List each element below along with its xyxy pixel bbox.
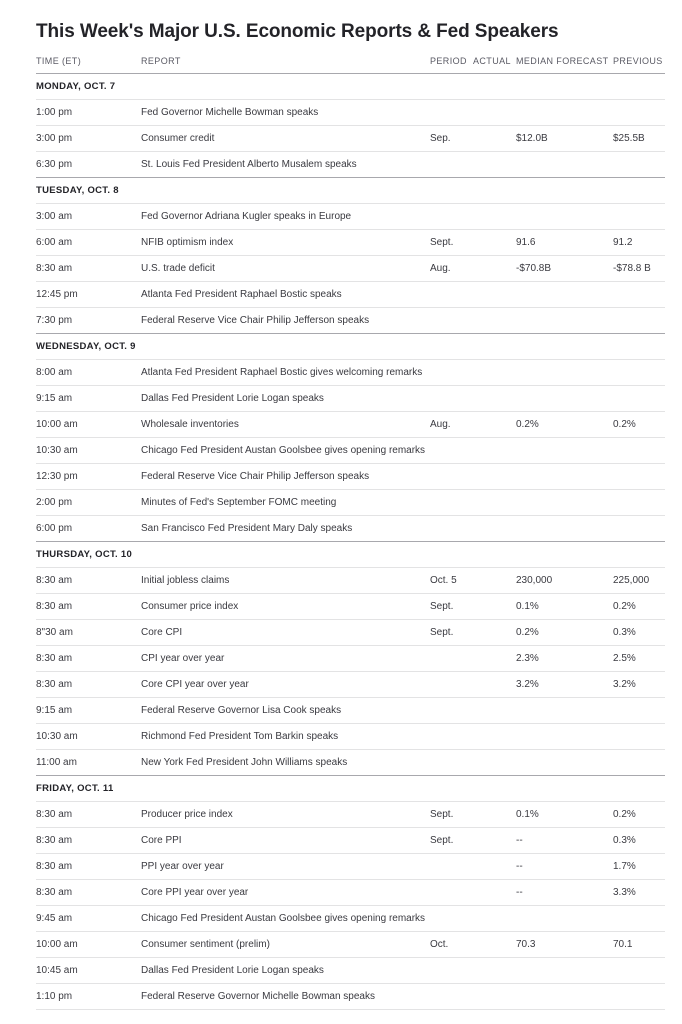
period-cell: Aug.	[430, 263, 451, 274]
report-cell: NFIB optimism index	[141, 237, 234, 248]
report-cell: Fed Governor Michelle Bowman speaks	[141, 107, 319, 118]
median-forecast-cell: 70.3	[516, 939, 536, 950]
time-cell: 9:15 am	[36, 705, 73, 716]
report-cell: San Francisco Fed President Mary Daly speaks	[141, 523, 353, 534]
table-row	[36, 931, 665, 957]
table-row	[36, 203, 665, 229]
table-row	[36, 905, 665, 931]
section-day-header: MONDAY, OCT. 7	[36, 73, 665, 99]
table-row	[36, 697, 665, 723]
time-cell: 10:00 am	[36, 939, 78, 950]
report-cell: New York Fed President John Williams speaks	[141, 757, 348, 768]
table-row	[36, 723, 665, 749]
previous-cell: 3.3%	[613, 887, 636, 898]
time-cell: 6:30 pm	[36, 159, 73, 170]
report-cell: Fed Governor Adriana Kugler speaks in Europe	[141, 211, 352, 222]
report-cell: Chicago Fed President Austan Goolsbee gives opening remarks	[141, 445, 426, 456]
time-cell: 8:30 am	[36, 887, 73, 898]
time-cell: 8:30 am	[36, 835, 73, 846]
table-row	[36, 385, 665, 411]
period-cell: Sept.	[430, 835, 454, 846]
previous-cell: 2.5%	[613, 653, 636, 664]
report-cell: Consumer credit	[141, 133, 215, 144]
section-day-header: THURSDAY, OCT. 10	[36, 541, 665, 567]
table-row	[36, 489, 665, 515]
period-cell: Oct.	[430, 939, 449, 950]
previous-cell: 225,000	[613, 575, 650, 586]
time-cell: 10:30 am	[36, 445, 78, 456]
report-cell: CPI year over year	[141, 653, 225, 664]
table-row	[36, 151, 665, 177]
previous-cell: 91.2	[613, 237, 633, 248]
reports-table	[36, 44, 665, 1010]
report-cell: Chicago Fed President Austan Goolsbee gives opening remarks	[141, 913, 426, 924]
previous-cell: 0.3%	[613, 627, 636, 638]
time-cell: 8:30 am	[36, 575, 73, 586]
table-row	[36, 255, 665, 281]
median-forecast-cell: 230,000	[516, 575, 553, 586]
time-cell: 8:30 am	[36, 653, 73, 664]
report-cell: Atlanta Fed President Raphael Bostic speaks	[141, 289, 342, 300]
table-row	[36, 99, 665, 125]
time-cell: 10:00 am	[36, 419, 78, 430]
table-row	[36, 125, 665, 151]
table-row	[36, 645, 665, 671]
median-forecast-cell: 0.1%	[516, 601, 539, 612]
report-cell: Federal Reserve Vice Chair Philip Jefferson speaks	[141, 471, 370, 482]
previous-cell: 0.3%	[613, 835, 636, 846]
time-cell: 6:00 pm	[36, 523, 73, 534]
section-day-header: TUESDAY, OCT. 8	[36, 177, 665, 203]
report-cell: Federal Reserve Governor Michelle Bowman speaks	[141, 991, 375, 1002]
table-row	[36, 983, 665, 1009]
table-row	[36, 307, 665, 333]
column-header-report: REPORT	[141, 56, 181, 66]
section-day-header: FRIDAY, OCT. 11	[36, 775, 665, 801]
time-cell: 7:30 pm	[36, 315, 73, 326]
median-forecast-cell: --	[516, 887, 523, 898]
previous-cell: $25.5B	[613, 133, 645, 144]
page-title: This Week's Major U.S. Economic Reports & Fed Speakers	[36, 21, 559, 42]
median-forecast-cell: $12.0B	[516, 133, 548, 144]
median-forecast-cell: 0.2%	[516, 627, 539, 638]
report-cell: Core PPI	[141, 835, 182, 846]
table-row	[36, 567, 665, 593]
report-cell: Consumer price index	[141, 601, 239, 612]
report-cell: Atlanta Fed President Raphael Bostic gives welcoming remarks	[141, 367, 423, 378]
period-cell: Sep.	[430, 133, 451, 144]
time-cell: 2:00 pm	[36, 497, 73, 508]
table-row	[36, 671, 665, 697]
median-forecast-cell: 0.1%	[516, 809, 539, 820]
time-cell: 1:00 pm	[36, 107, 73, 118]
table-row	[36, 957, 665, 983]
previous-cell: -$78.8 B	[613, 263, 651, 274]
column-header-actual: ACTUAL	[473, 56, 511, 66]
previous-cell: 0.2%	[613, 601, 636, 612]
report-cell: Consumer sentiment (prelim)	[141, 939, 270, 950]
table-row	[36, 879, 665, 905]
time-cell: 8"30 am	[36, 627, 73, 638]
report-cell: Initial jobless claims	[141, 575, 230, 586]
report-cell: Dallas Fed President Lorie Logan speaks	[141, 393, 324, 404]
time-cell: 3:00 pm	[36, 133, 73, 144]
calendar-container	[36, 0, 665, 1010]
time-cell: 10:45 am	[36, 965, 78, 976]
table-row	[36, 801, 665, 827]
time-cell: 10:30 am	[36, 731, 78, 742]
table-row	[36, 853, 665, 879]
time-cell: 8:30 am	[36, 601, 73, 612]
median-forecast-cell: 0.2%	[516, 419, 539, 430]
period-cell: Sept.	[430, 809, 454, 820]
report-cell: Producer price index	[141, 809, 233, 820]
previous-cell: 0.2%	[613, 419, 636, 430]
report-cell: Minutes of Fed's September FOMC meeting	[141, 497, 337, 508]
table-row	[36, 437, 665, 463]
report-cell: Richmond Fed President Tom Barkin speaks	[141, 731, 339, 742]
report-cell: Federal Reserve Vice Chair Philip Jefferson speaks	[141, 315, 370, 326]
median-forecast-cell: -$70.8B	[516, 263, 552, 274]
period-cell: Oct. 5	[430, 575, 457, 586]
median-forecast-cell: --	[516, 861, 523, 872]
time-cell: 12:45 pm	[36, 289, 78, 300]
median-forecast-cell: 91.6	[516, 237, 536, 248]
column-header-time: TIME (ET)	[36, 56, 82, 66]
report-cell: St. Louis Fed President Alberto Musalem speaks	[141, 159, 357, 170]
time-cell: 1:10 pm	[36, 991, 73, 1002]
column-header-median-forecast: MEDIAN FORECAST	[516, 56, 609, 66]
report-cell: U.S. trade deficit	[141, 263, 215, 274]
period-cell: Aug.	[430, 419, 451, 430]
time-cell: 8:00 am	[36, 367, 73, 378]
report-cell: Federal Reserve Governor Lisa Cook speaks	[141, 705, 342, 716]
report-cell: Core PPI year over year	[141, 887, 249, 898]
time-cell: 3:00 am	[36, 211, 73, 222]
section-day-header: WEDNESDAY, OCT. 9	[36, 333, 665, 359]
table-row	[36, 593, 665, 619]
time-cell: 11:00 am	[36, 757, 77, 768]
report-cell: Core CPI year over year	[141, 679, 249, 690]
table-header-row	[36, 44, 665, 73]
report-cell: Wholesale inventories	[141, 419, 239, 430]
time-cell: 12:30 pm	[36, 471, 78, 482]
table-row	[36, 281, 665, 307]
report-cell: PPI year over year	[141, 861, 224, 872]
table-row	[36, 749, 665, 775]
table-row	[36, 229, 665, 255]
previous-cell: 0.2%	[613, 809, 636, 820]
table-row	[36, 515, 665, 541]
time-cell: 8:30 am	[36, 679, 73, 690]
period-cell: Sept.	[430, 627, 454, 638]
table-row	[36, 619, 665, 645]
period-cell: Sept.	[430, 237, 454, 248]
table-row	[36, 411, 665, 437]
median-forecast-cell: 2.3%	[516, 653, 539, 664]
table-row	[36, 463, 665, 489]
table-row	[36, 359, 665, 385]
time-cell: 8:30 am	[36, 263, 73, 274]
time-cell: 9:45 am	[36, 913, 73, 924]
median-forecast-cell: --	[516, 835, 523, 846]
previous-cell: 3.2%	[613, 679, 636, 690]
median-forecast-cell: 3.2%	[516, 679, 539, 690]
report-cell: Core CPI	[141, 627, 183, 638]
time-cell: 8:30 am	[36, 861, 73, 872]
time-cell: 6:00 am	[36, 237, 73, 248]
time-cell: 8:30 am	[36, 809, 73, 820]
time-cell: 9:15 am	[36, 393, 73, 404]
period-cell: Sept.	[430, 601, 454, 612]
previous-cell: 1.7%	[613, 861, 636, 872]
previous-cell: 70.1	[613, 939, 633, 950]
column-header-period: PERIOD	[430, 56, 467, 66]
report-cell: Dallas Fed President Lorie Logan speaks	[141, 965, 324, 976]
column-header-previous: PREVIOUS	[613, 56, 663, 66]
table-row	[36, 827, 665, 853]
